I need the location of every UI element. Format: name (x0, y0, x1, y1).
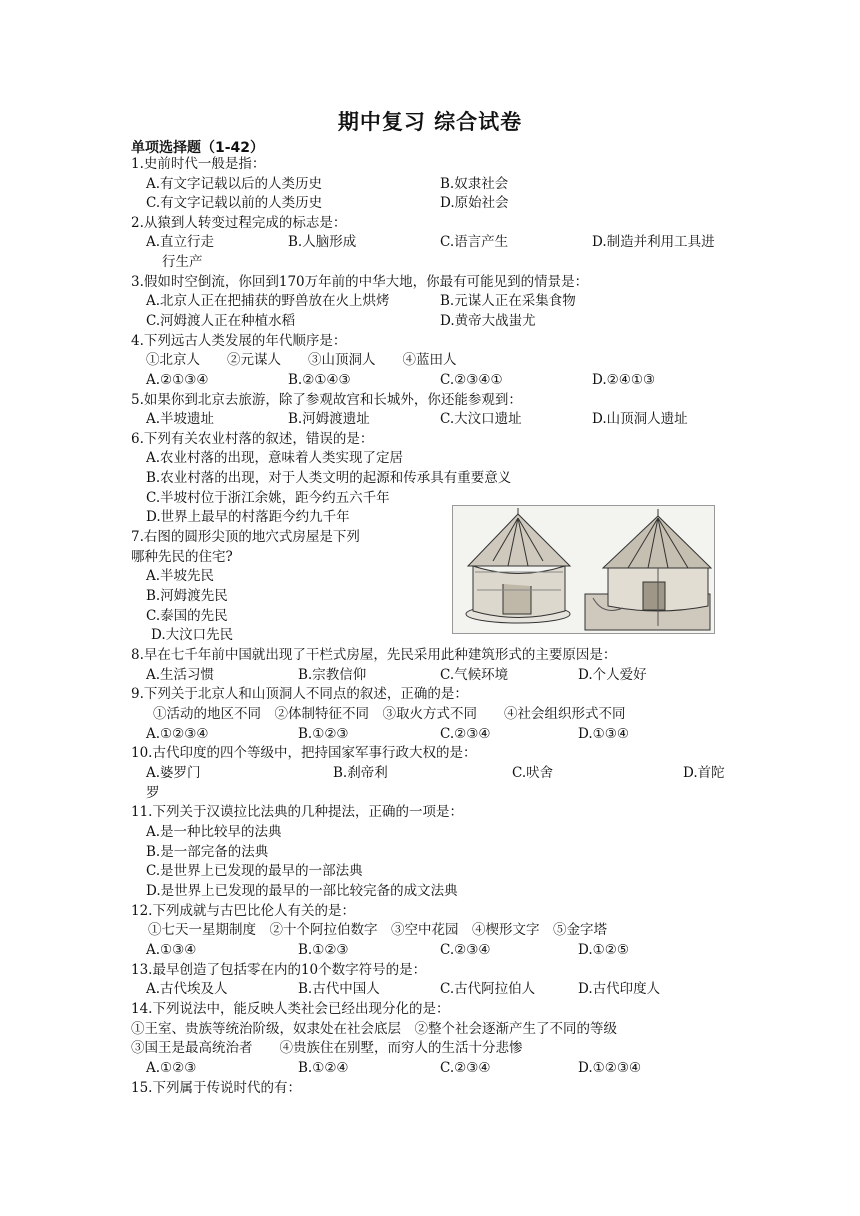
option: C.语言产生 (440, 234, 509, 250)
option: C.有文字记载以前的人类历史 (146, 195, 323, 211)
statement-items: ③国王是最高统治者 ④贵族住在别墅，而穷人的生活十分悲惨 (131, 1040, 523, 1056)
option: B.是一部完备的法典 (146, 844, 269, 860)
question-stem: 1.史前时代一般是指： (131, 156, 266, 172)
option: D.大汶口先民 (151, 627, 234, 643)
option: A.①③④ (146, 942, 197, 958)
option: B.元谋人正在采集食物 (440, 293, 576, 309)
option: D.制造并利用工具进 (592, 234, 715, 250)
option: A.是一种比较早的法典 (146, 824, 282, 840)
option: C.气候环境 (440, 667, 509, 683)
question-stem: 12.下列成就与古巴比伦人有关的是： (131, 903, 355, 919)
option: A.半坡遗址 (146, 411, 215, 427)
option: C.是世界上已发现的最早的一部法典 (146, 863, 363, 879)
question-stem: 9.下列关于北京人和山顶洞人不同点的叙述，正确的是： (131, 686, 468, 702)
option: B.②①④③ (288, 372, 351, 388)
option: B.农业村落的出现，对于人类文明的起源和传承具有重要意义 (146, 470, 512, 486)
question-stem-continuation: 哪种先民的住宅? (131, 549, 233, 565)
option: C.古代阿拉伯人 (440, 981, 536, 997)
option: D.个人爱好 (578, 667, 647, 683)
option: D.古代印度人 (578, 981, 661, 997)
question-stem: 10.古代印度的四个等级中，把持国家军事行政大权的是： (131, 745, 477, 761)
option: C.吠舍 (512, 765, 554, 781)
option: A.生活习惯 (146, 667, 215, 683)
dwelling-drawing (453, 506, 714, 633)
option: A.②①③④ (146, 372, 209, 388)
option: D.原始社会 (440, 195, 509, 211)
option: D.①③④ (578, 726, 629, 742)
option: A.半坡先民 (146, 568, 215, 584)
question-stem: 15.下列属于传说时代的有： (131, 1080, 301, 1096)
statement-items: ①七天一星期制度 ②十个阿拉伯数字 ③空中花园 ④楔形文字 ⑤金字塔 (148, 922, 607, 938)
option: B.宗教信仰 (298, 667, 367, 683)
option: C.河姆渡人正在种植水稻 (146, 313, 296, 329)
option: D.黄帝大战蚩尤 (440, 313, 536, 329)
question-stem: 3.假如时空倒流，你回到170万年前的中华大地，你最有可能见到的情景是： (131, 274, 589, 290)
question-stem: 14.下列说法中，能反映人类社会已经出现分化的是： (131, 1001, 450, 1017)
option: C.②③④ (440, 1060, 491, 1076)
statement-items: ①北京人 ②元谋人 ③山顶洞人 ④蓝田人 (146, 352, 457, 368)
option: A.农业村落的出现，意味着人类实现了定居 (146, 450, 404, 466)
option-continuation: 行生产 (162, 254, 203, 270)
question-stem: 13.最早创造了包括零在内的10个数字符号的是： (131, 962, 427, 978)
question-stem: 2.从猿到人转变过程完成的标志是： (131, 215, 347, 231)
option-continuation: 罗 (146, 785, 160, 801)
option: C.②③④ (440, 942, 491, 958)
option: D.首陀 (683, 765, 725, 781)
option: C.泰国的先民 (146, 608, 228, 624)
option: A.直立行走 (146, 234, 215, 250)
option: D.②④①③ (592, 372, 656, 388)
option: C.②③④① (440, 372, 503, 388)
option: B.古代中国人 (298, 981, 380, 997)
option: A.婆罗门 (146, 765, 201, 781)
option: A.北京人正在把捕获的野兽放在火上烘烤 (146, 293, 390, 309)
question-stem: 5.如果你到北京去旅游，除了参观故宫和长城外，你还能参观到： (131, 392, 522, 408)
question-stem: 7.右图的圆形尖顶的地穴式房屋是下列 (131, 529, 360, 545)
pit-dwelling-illustration (452, 505, 715, 634)
option: A.有文字记载以后的人类历史 (146, 176, 323, 192)
question-stem: 8.早在七千年前中国就出现了干栏式房屋，先民采用此种建筑形式的主要原因是： (131, 647, 617, 663)
option: A.①②③④ (146, 726, 209, 742)
option: A.古代埃及人 (146, 981, 228, 997)
option: D.世界上最早的村落距今约九千年 (146, 509, 350, 525)
option: B.河姆渡先民 (146, 588, 228, 604)
option: D.山顶洞人遗址 (592, 411, 688, 427)
option: B.奴隶社会 (440, 176, 509, 192)
option: B.人脑形成 (288, 234, 357, 250)
option: B.河姆渡遗址 (288, 411, 370, 427)
statement-items: ①王室、贵族等统治阶级，奴隶处在社会底层 ②整个社会逐渐产生了不同的等级 (131, 1021, 617, 1037)
question-stem: 4.下列远古人类发展的年代顺序是： (131, 333, 347, 349)
section-heading: 单项选择题（1-42） (131, 140, 265, 156)
option: D.是世界上已发现的最早的一部比较完备的成文法典 (146, 883, 458, 899)
option: C.②③④ (440, 726, 491, 742)
hut-right (585, 509, 711, 630)
page-title: 期中复习 综合试卷 (337, 110, 523, 134)
option: C.大汶口遗址 (440, 411, 522, 427)
option: B.①②③ (298, 726, 349, 742)
question-stem: 6.下列有关农业村落的叙述，错误的是： (131, 431, 374, 447)
option: D.①②③④ (578, 1060, 642, 1076)
question-stem: 11.下列关于汉谟拉比法典的几种提法，正确的一项是： (131, 804, 463, 820)
option: C.半坡村位于浙江余姚，距今约五六千年 (146, 490, 390, 506)
option: B.①②③ (298, 942, 349, 958)
option: B.刹帝利 (333, 765, 388, 781)
hut-left (466, 508, 570, 623)
option: B.①②④ (298, 1060, 349, 1076)
statement-items: ①活动的地区不同 ②体制特征不同 ③取火方式不同 ④社会组织形式不同 (153, 706, 626, 722)
option: A.①②③ (146, 1060, 197, 1076)
option: D.①②⑤ (578, 942, 629, 958)
